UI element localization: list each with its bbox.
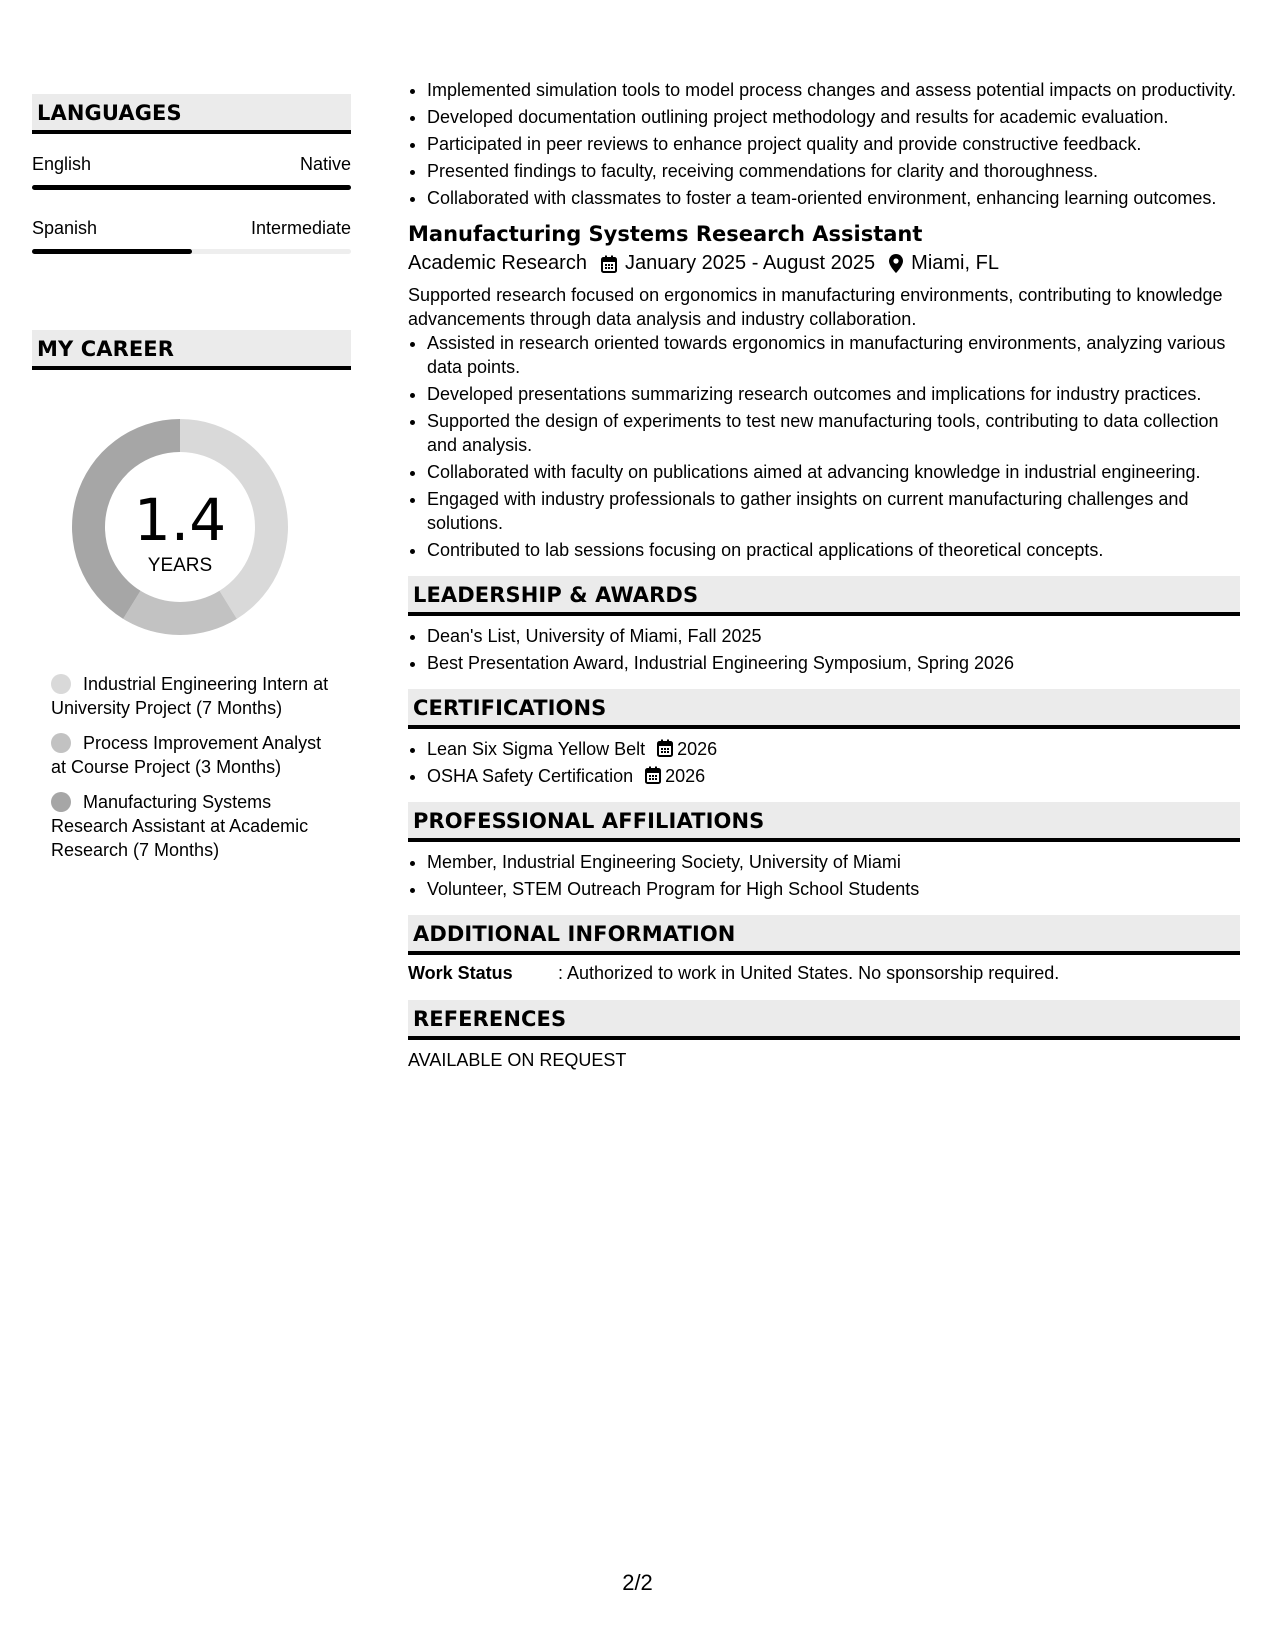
career-legend-item: Industrial Engineering Intern at University Project (7 Months): [51, 674, 329, 718]
previous-job-bullets: [408, 78, 1240, 210]
additional-info-heading: ADDITIONAL INFORMATION: [408, 915, 1240, 955]
legend-dot-icon: [51, 792, 71, 812]
list-item: • Member, Industrial Engineering Society, University of Miami: [427, 850, 1240, 874]
job-bullets: [408, 331, 1240, 562]
certification-year: 2026: [665, 766, 706, 786]
certification-item: [427, 764, 1240, 788]
certifications-list: [408, 737, 1240, 788]
career-heading: MY CAREER: [32, 330, 351, 370]
work-status-label: Work Status: [408, 963, 513, 983]
job-organization: Academic Research: [408, 252, 587, 274]
list-item: • Developed documentation outlining project methodology and results for academic evaluation.: [427, 105, 1240, 129]
references-text: AVAILABLE ON REQUEST: [408, 1050, 627, 1070]
map-pin-icon: [889, 254, 903, 273]
legend-dot-icon: [51, 733, 71, 753]
career-legend-item: Process Improvement Analyst at Course Project (3 Months): [51, 733, 322, 777]
references-heading: REFERENCES: [408, 1000, 1240, 1040]
list-item: • Collaborated with classmates to foster a team-oriented environment, enhancing learning outcomes.: [427, 186, 1240, 210]
certification-name: OSHA Safety Certification: [427, 766, 634, 786]
leadership-list: [408, 624, 1240, 675]
list-item: • Assisted in research oriented towards ergonomics in manufacturing environments, analyzing various data points.: [427, 331, 1240, 379]
career-total-unit: YEARS: [147, 555, 213, 576]
job-meta: [408, 252, 1240, 275]
job-dates: January 2025 - August 2025: [624, 252, 876, 274]
list-item: • Collaborated with faculty on publications aimed at advancing knowledge in industrial engineering.: [427, 460, 1240, 484]
career-legend-item: Manufacturing Systems Research Assistant at Academic Research (7 Months): [51, 792, 309, 860]
language-level: Intermediate: [250, 218, 351, 238]
job-title: Manufacturing Systems Research Assistant: [408, 222, 923, 246]
work-status-row: [408, 963, 1240, 984]
language-name: Spanish: [32, 218, 98, 238]
work-status-value: : Authorized to work in United States. No sponsorship required.: [558, 963, 1060, 983]
list-item: • Dean's List, University of Miami, Fall 2025: [427, 624, 1240, 648]
language-proficiency-bar: [32, 249, 351, 254]
language-proficiency-fill: [32, 249, 192, 254]
page-number: 2/2: [622, 1570, 653, 1595]
list-item: • Contributed to lab sessions focusing on practical applications of theoretical concepts.: [427, 538, 1240, 562]
calendar-icon: [645, 766, 661, 784]
certifications-heading: CERTIFICATIONS: [408, 689, 1240, 729]
language-item-english: [32, 154, 351, 190]
legend-dot-icon: [51, 674, 71, 694]
list-item: • Participated in peer reviews to enhance project quality and provide constructive feedback.: [427, 132, 1240, 156]
language-item-spanish: [32, 218, 351, 254]
certification-item: [427, 737, 1240, 761]
career-donut-chart: [65, 412, 295, 642]
languages-heading: LANGUAGES: [32, 94, 351, 134]
sidebar: [32, 94, 351, 873]
career-total-years: 1.4: [133, 486, 227, 554]
language-level: Native: [299, 154, 351, 174]
list-item: • Implemented simulation tools to model process changes and assess potential impacts on productivity.: [427, 78, 1240, 102]
certification-year: 2026: [677, 739, 718, 759]
affiliations-heading: PROFESSIONAL AFFILIATIONS: [408, 802, 1240, 842]
list-item: • Best Presentation Award, Industrial Engineering Symposium, Spring 2026: [427, 651, 1240, 675]
leadership-heading: LEADERSHIP & AWARDS: [408, 576, 1240, 616]
job-summary: Supported research focused on ergonomics in manufacturing environments, contributing to knowledge advancements through data analysis and industry collaboration.: [408, 285, 1223, 329]
list-item: • Engaged with industry professionals to gather insights on current manufacturing challenges and solutions.: [427, 487, 1240, 535]
language-proficiency-fill: [32, 185, 351, 190]
job-location: Miami, FL: [911, 252, 999, 274]
main-content: [408, 78, 1240, 1071]
certification-name: Lean Six Sigma Yellow Belt: [427, 739, 646, 759]
career-legend: [51, 672, 341, 862]
calendar-icon: [601, 255, 617, 273]
language-proficiency-bar: [32, 185, 351, 190]
language-name: English: [32, 154, 92, 174]
list-item: • Developed presentations summarizing research outcomes and implications for industry practices.: [427, 382, 1240, 406]
affiliations-list: [408, 850, 1240, 901]
list-item: • Supported the design of experiments to test new manufacturing tools, contributing to data collection and analysis.: [427, 409, 1240, 457]
list-item: • Volunteer, STEM Outreach Program for High School Students: [427, 877, 1240, 901]
calendar-icon: [657, 739, 673, 757]
list-item: • Presented findings to faculty, receiving commendations for clarity and thoroughness.: [427, 159, 1240, 183]
job-entry: [408, 222, 1240, 562]
